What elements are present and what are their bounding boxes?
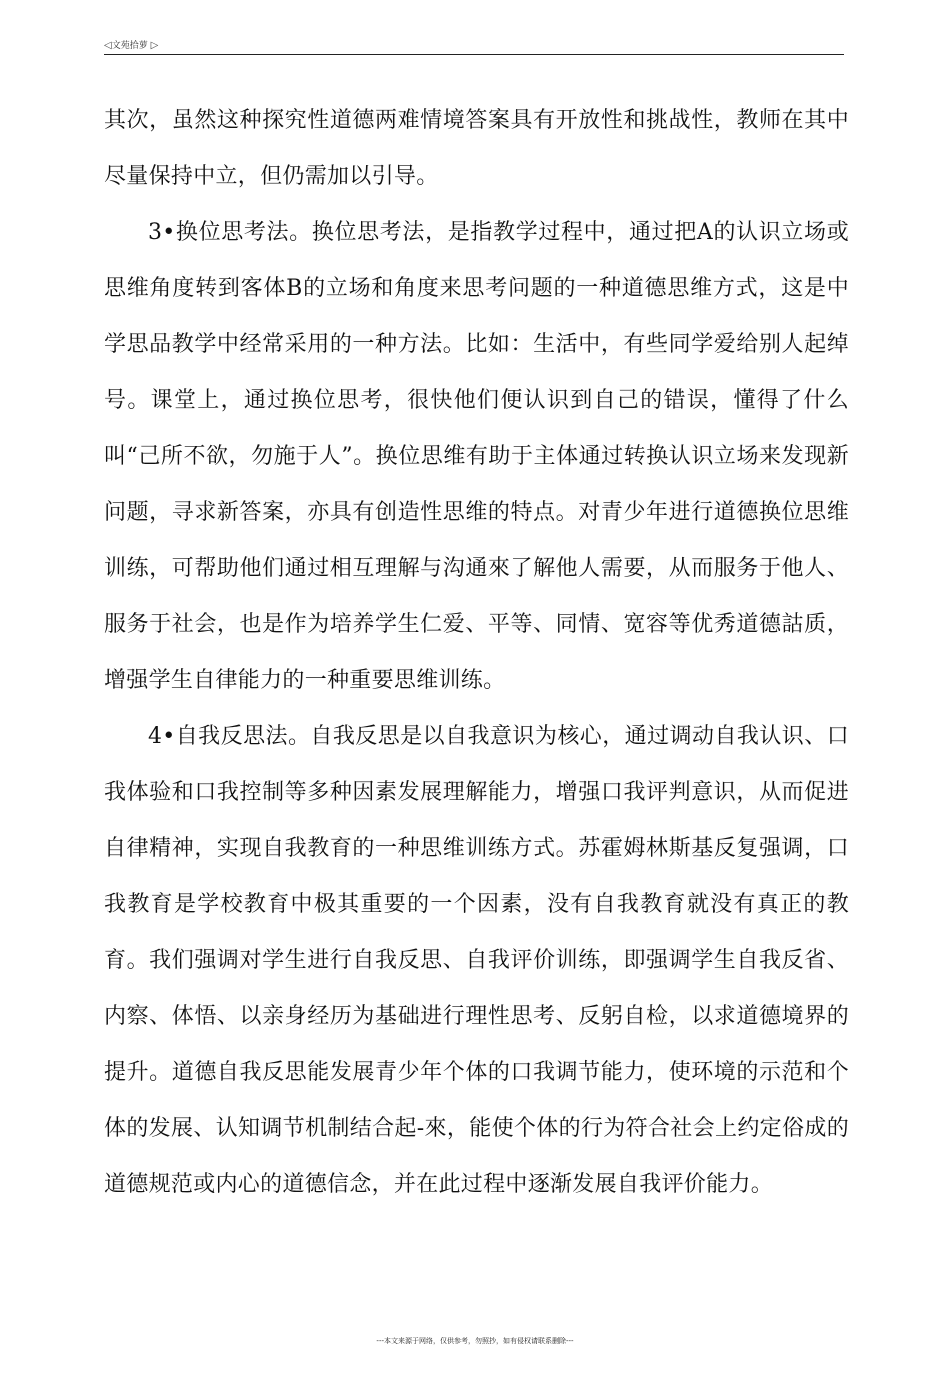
paragraph-continuation: 其次，虽然这种探究性道德两难情境答案具有开放性和挑战性，教师在其中尽量保持中立，但仍需加以引导。 [104,108,849,189]
left-triangle-icon: ◁ [104,40,112,51]
page-footer: ---本文来源于网络，仅供参考，勿照抄，如有侵权请联系删除--- [376,1337,574,1345]
paragraph-perspective-taking-method: 3•换位思考法。换位思考法，是指教学过程中，通过把A的认识立场或思维角度转到客体B的立场和角度来思考问题的一种道德思维方式，这是中学思品教学中经常采用的一种方法。比如：生活中，有些同学爱给别人起绰号。课堂上，通过换位思考，很快他们便认识到自己的错误，懂得了什么叫“己所不欲，勿施于人”。换位思维有助于主体通过转换认识立场来发现新问题，寻求新答案，亦具有创造性思维的特点。对青少年进行道德换位思维训练，可帮助他们通过相互理解与沟通來了解他人需要，从而服务于他人、服务于社会，也是作为培养学生仁爱、平等、同情、宽容等优秀道德詁质，增强学生自律能力的一种重要思维训练。 [104,220,849,693]
right-triangle-icon: ▷ [150,40,159,51]
document-body [104,93,849,1213]
header-title: 文苑拾萝 [111,41,148,51]
page-header [104,40,844,55]
paragraph-self-reflection-method: 4•自我反思法。自我反思是以自我意识为核心，通过调动自我认识、口我体验和口我控制等多种因素发展理解能力，增强口我评判意识，从而促进自律精神，实现自我教育的一种思维训练方式。苏霍姆林斯基反复强调，口我教育是学校教育中极其重要的一个因素，没有自我教育就没有真正的教育。我们强调对学生进行自我反思、自我评价训练，即强调学生自我反省、内察、体悟、以亲身经历为基础进行理性思考、反躬自检，以求道德境界的提升。道德自我反思能发展青少年个体的口我调节能力，使环境的示范和个体的发展、认知调节机制结合起-來，能使个体的行为符合社会上约定俗成的道德规范或内心的道德信念，并在此过程中逐渐发展自我评价能力。 [104,724,849,1197]
